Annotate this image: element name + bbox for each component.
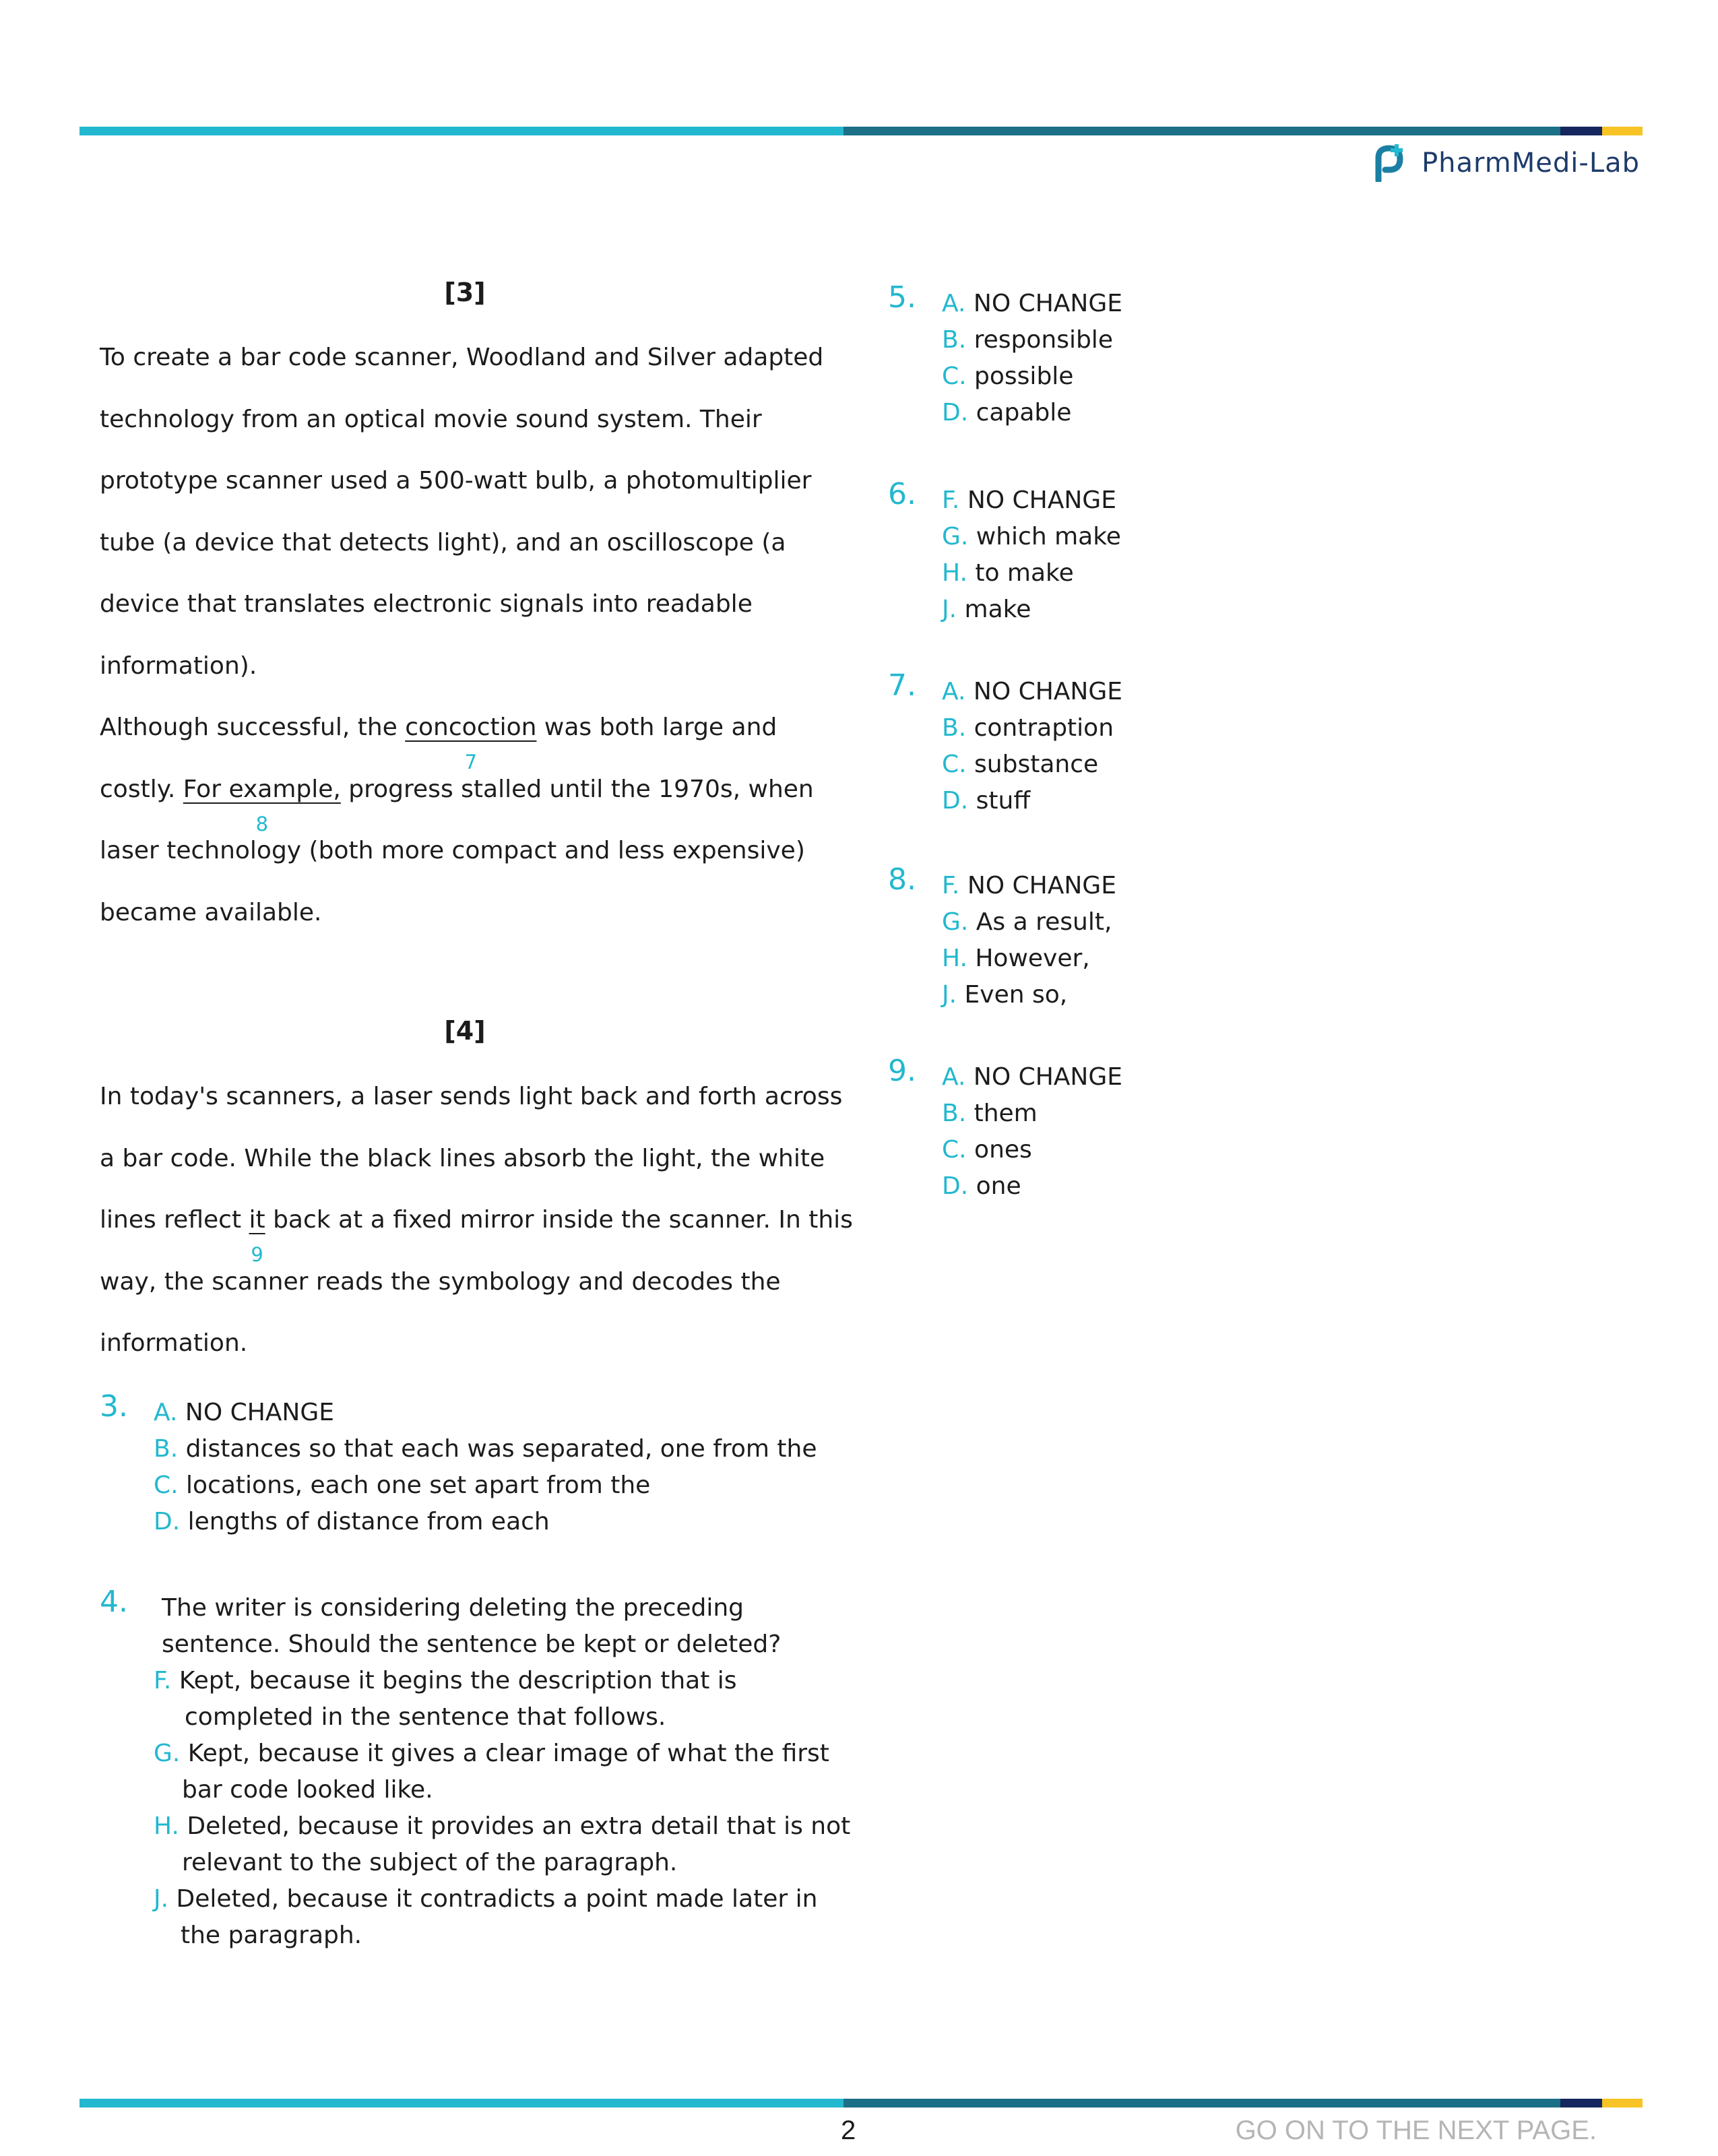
answer-option[interactable]: H. However,: [942, 945, 1090, 972]
question-number: 9.: [888, 1054, 916, 1088]
page-number: 2: [841, 2116, 856, 2145]
paragraph-number: [4]: [444, 1016, 486, 1046]
answer-option[interactable]: C. possible: [942, 362, 1074, 390]
answer-option[interactable]: C. substance: [942, 751, 1099, 778]
answer-option[interactable]: D. stuff: [942, 787, 1031, 815]
answer-option[interactable]: G. As a result,: [942, 908, 1112, 936]
question-number: 3.: [100, 1389, 128, 1424]
brand-name: PharmMedi-Lab: [1422, 148, 1640, 179]
answer-option[interactable]: G. which make: [942, 523, 1121, 550]
question-number: 6.: [888, 477, 916, 511]
footer-color-bar: [79, 2099, 1643, 2107]
answer-option-continued[interactable]: the paragraph.: [181, 1922, 362, 1949]
answer-option[interactable]: C. ones: [942, 1136, 1032, 1164]
passage-paragraph-4: [100, 1066, 854, 1374]
answer-option[interactable]: J. Deleted, because it contradicts a point made later in: [154, 1885, 818, 1913]
answer-option[interactable]: B. responsible: [942, 326, 1113, 354]
question-number: 7.: [888, 668, 916, 703]
answer-option[interactable]: A. NO CHANGE: [942, 678, 1123, 705]
answer-option[interactable]: F. NO CHANGE: [942, 872, 1116, 899]
pharmmedi-logo-icon: [1373, 144, 1407, 182]
brand-logo: [1373, 144, 1640, 182]
underlined-portion-8[interactable]: For example, 8: [183, 775, 341, 835]
answer-option[interactable]: B. contraption: [942, 714, 1114, 742]
question-number: 4.: [100, 1585, 128, 1619]
answer-option-continued[interactable]: completed in the sentence that follows.: [185, 1703, 666, 1731]
question-stem: The writer is considering deleting the preceding: [162, 1594, 744, 1622]
answer-option[interactable]: B. them: [942, 1100, 1038, 1127]
next-page-note: GO ON TO THE NEXT PAGE.: [1235, 2116, 1597, 2145]
question-marker-9: 9: [251, 1243, 263, 1266]
answer-option[interactable]: D. lengths of distance from each: [154, 1508, 550, 1535]
answer-option[interactable]: A. NO CHANGE: [154, 1399, 335, 1426]
answer-option[interactable]: F. NO CHANGE: [942, 486, 1116, 514]
question-marker-7: 7: [464, 751, 478, 773]
answer-option[interactable]: F. Kept, because it begins the description that is: [154, 1667, 737, 1694]
header-color-bar: [79, 127, 1643, 135]
answer-option[interactable]: D. capable: [942, 399, 1072, 426]
underlined-portion-7[interactable]: concoction 7: [405, 714, 537, 773]
answer-option-continued[interactable]: relevant to the subject of the paragraph.: [182, 1849, 678, 1876]
answer-option[interactable]: J. Even so,: [942, 981, 1068, 1009]
answer-option-continued[interactable]: bar code looked like.: [182, 1776, 433, 1804]
answer-option[interactable]: A. NO CHANGE: [942, 290, 1123, 317]
passage-paragraph-3: [100, 327, 854, 943]
passage-text: Although successful, the concoction 7 was both large and costly. For example, 8 progress stalled until the 1970s, when laser technology (both more compact and less expensive) became available.: [100, 714, 814, 926]
answer-option[interactable]: H. Deleted, because it provides an extra detail that is not: [154, 1812, 851, 1840]
question-stem: sentence. Should the sentence be kept or deleted?: [162, 1630, 782, 1658]
answer-option[interactable]: J. make: [942, 596, 1031, 623]
question-number: 5.: [888, 280, 916, 315]
question-number: 8.: [888, 862, 916, 897]
answer-option[interactable]: C. locations, each one set apart from the: [154, 1471, 651, 1499]
passage-text: To create a bar code scanner, Woodland and Silver adapted technology from an optical movie sound system. Their prototype scanner used a 500-watt bulb, a photomultiplier tube (a device that detects light), and an oscilloscope (a device that translates electronic signals into readable information).: [100, 344, 824, 680]
answer-option[interactable]: G. Kept, because it gives a clear image of what the first: [154, 1740, 829, 1767]
passage-text: In today's scanners, a laser sends light back and forth across a bar code. While the black lines absorb the light, the white lines reflect it 9 back at a fixed mirror inside the scanner. In this way, the scanner reads the symbology and decodes the information.: [100, 1083, 853, 1357]
answer-option[interactable]: B. distances so that each was separated, one from the: [154, 1435, 817, 1463]
answer-option[interactable]: H. to make: [942, 559, 1074, 587]
answer-option[interactable]: D. one: [942, 1172, 1021, 1200]
paragraph-number: [3]: [444, 278, 486, 307]
underlined-portion-9[interactable]: it 9: [249, 1206, 265, 1266]
question-marker-8: 8: [255, 812, 269, 835]
answer-option[interactable]: A. NO CHANGE: [942, 1063, 1123, 1091]
